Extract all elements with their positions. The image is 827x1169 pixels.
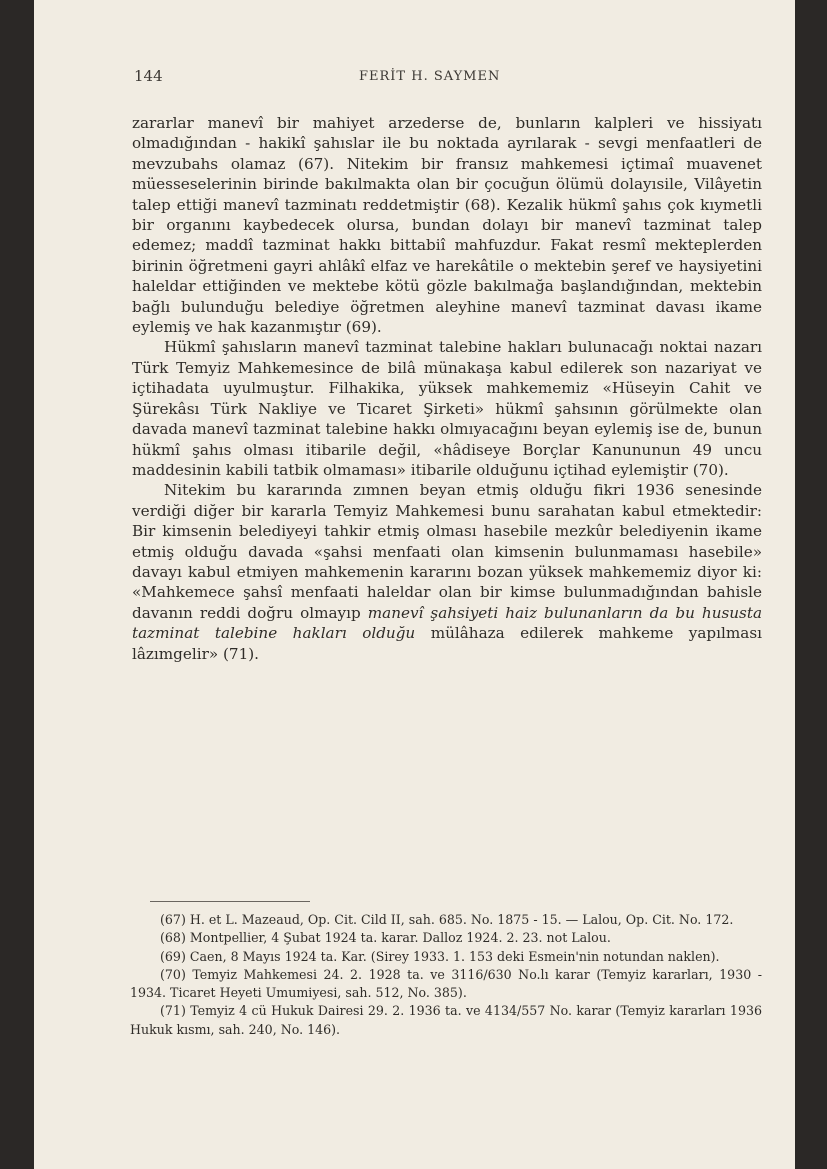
main-text <box>132 113 762 664</box>
page-number: 144 <box>134 67 163 85</box>
footnote: (67) H. et L. Mazeaud, Op. Cit. Cild II, sah. 685. No. 1875 - 15. — Lalou, Op. Cit. No. 172. <box>160 912 734 927</box>
running-title: FERİT H. SAYMEN <box>359 69 501 84</box>
paragraph <box>132 480 762 664</box>
footnote: (68) Montpellier, 4 Şubat 1924 ta. karar. Dalloz 1924. 2. 23. not Lalou. <box>160 930 611 946</box>
footnote-divider <box>150 901 310 902</box>
page-header <box>134 67 762 87</box>
footnote: (70) Temyiz Mahkemesi 24. 2. 1928 ta. ve 3116/630 No.lı karar (Temyiz kararları, 1930 - 1934. Ticaret Heyeti Umumiyesi, sah. 512, No. 385). <box>130 966 762 1001</box>
italic-emphasis: manevî şahsiyeti haiz bulunanların da bu hususta tazminat talebine hakları olduğu <box>132 603 762 643</box>
paragraph: zararlar manevî bir mahiyet arzederse de, bunların kalpleri ve hissiyatı olmadığından - hakikî şahıslar ile bu noktada ayrılarak - sevgi menfaatleri de mevzubahs olamaz (67). Nitekim bir fransız mahkemesi içtimaî muavenet müesseselerinin birinde bakılmakta olan bir çocuğun ölümü dolayısile, Vilâyetin talep ettiği manevî tazminatı reddetmiştir (68). Kezalik hükmî şahıs çok kıymetli bir organını kaybedecek olursa, bundan dolayı bir manevî tazminat talep edemez; maddî tazminat hakkı bittabiî mahfuzdur. Fakat resmî mekteplerden birinin öğretmeni gayri ahlâkî elfaz ve harekâtile o mektebin şeref ve haysiyetini haleldar ettiğinden ve mektebe kötü gözle bakılmağa başlandığından, mektebin bağlı bulunduğu belediye öğretmen aleyhine manevî tazminat davası ikame eylemiş ve hak kazanmıştır (69). <box>132 114 762 337</box>
footnote: (69) Caen, 8 Mayıs 1924 ta. Kar. (Sirey 1933. 1. 153 deki Esmein'nin notundan naklen). <box>160 948 720 964</box>
footnotes <box>130 911 762 1039</box>
paragraph: Hükmî şahısların manevî tazminat talebine hakları bulunacağı noktai nazarı Türk Temyiz Mahkemesince de bilâ münakaşa kabul edilerek son nazariyat ve içtihadata uyulmuştur. Filhakika, yüksek mahkememiz «Hüseyin Cahit ve Şürekâsı Türk Nakliye ve Ticaret Şirketi» hükmî şahsının görülmekte olan davada manevî tazminat talebine hakkı olmıyacağını beyan eylemiş ise de, bunun hükmî şahıs olması itibarile değil, «hâdiseye Borçlar Kanununun 49 uncu maddesinin kabili tatbik olmaması» itibarile olduğunu içtihad eylemiştir (70). <box>132 338 762 479</box>
paragraph-text: mülâhaza edilerek mahkeme yapılması lâzımgelir» (71). <box>132 624 762 663</box>
paragraph-text: Nitekim bu kararında zımnen beyan etmiş olduğu fikri 1936 senesinde verdiği diğer bir kararla Temyiz Mahkemesi bunu sarahatan kabul etmektedir: Bir kimsenin belediyeyi tahkir etmiş olması hasebile mezkûr belediyenin ikame etmiş olduğu davada «şahsi menfaati olan kimsenin bulunmaması hasebile» davayı kabul etmiyen mahkemenin kararını bozan yüksek mahkememiz diyor ki: «Mahkemece şahsî menfaati haleldar olan bir kimse bulunmadığından bahisle davanın reddi doğru olmayıp <box>132 481 762 622</box>
footnote: (71) Temyiz 4 cü Hukuk Dairesi 29. 2. 1936 ta. ve 4134/557 No. karar (Temyiz kararları 1936 Hukuk kısmı, sah. 240, No. 146). <box>130 1003 762 1037</box>
